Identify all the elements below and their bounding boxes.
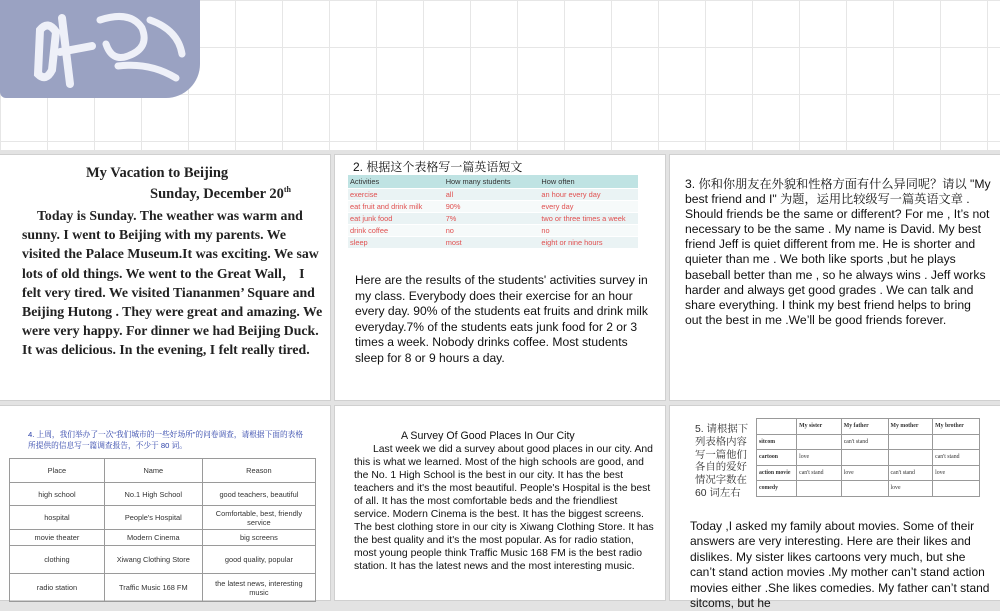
table-cell: big screens	[202, 530, 315, 546]
table-row	[757, 434, 980, 450]
table-cell: Xiwang Clothing Store	[104, 546, 202, 574]
table-row	[10, 574, 316, 602]
activities-table	[348, 175, 638, 248]
table-cell	[888, 434, 933, 450]
diary-date	[150, 185, 291, 203]
table-cell: good quality, popular	[202, 546, 315, 574]
table-header: How often	[539, 175, 638, 189]
table-cell: movie theater	[10, 530, 105, 546]
table-row	[348, 213, 638, 225]
table-cell: hospital	[10, 506, 105, 530]
table-cell: good teachers, beautiful	[202, 483, 315, 506]
task-heading: 2. 根据这个表格写一篇英语短文	[353, 160, 523, 174]
slide-family-movies[interactable]	[670, 406, 1000, 611]
table-cell: drink coffee	[348, 225, 444, 237]
best-friend-essay: 3. 你和你朋友在外貌和性格方面有什么异同呢？请以 "My best friend and I" 为题，运用比较级写一篇英语文章 . Should friends be the same or different? For me , It’s not necessary to be the same . My name is David. My best friend Jeff is quiet different from me. He is shorter and quieter than me . We both like sports ,but he plays baseball better than me , so he always wins . Jeff works harder and always get good grades . We can talk and share everything. I think my best friend helps to bring out the best in me .We’ll be good friends forever.	[685, 177, 991, 327]
table-cell: No.1 High School	[104, 483, 202, 506]
table-cell: love	[888, 481, 933, 497]
survey-paragraph: Here are the results of the students' activities survey in my class. Everybody does their exercise for an hour every day. 90% of the students eat fruits and drink milk everyday.7% of the students eats junk food for 2 or 3 times a week. Nobody drinks coffee. Most students sleep for 8 or 9 hours a day.	[355, 273, 648, 365]
table-row	[348, 225, 638, 237]
table-cell: an hour every day	[539, 189, 638, 201]
table-cell: radio station	[10, 574, 105, 602]
table-cell: every day	[539, 201, 638, 213]
table-cell: can't stand	[933, 450, 980, 466]
table-cell: cartoon	[757, 450, 797, 466]
table-header: My mother	[888, 419, 933, 435]
table-cell: can't stand	[888, 465, 933, 481]
table-row	[348, 237, 638, 249]
diary-body: Today is Sunday. The weather was warm and sunny. I went to Beijing with my parents. We visited the Palace Museum.It was exciting. We saw lots of old things. We went to the Great Wall， I felt very tired. We visited Tiananmen’ Square and Beijing Hutong . They were great and amazing. We were very happy. For dinner we had Beijing Duck. It was delicious. In the evening, I felt really tired.	[22, 208, 323, 358]
table-header: My sister	[797, 419, 842, 435]
table-header: My brother	[933, 419, 980, 435]
diary-date-suffix: th	[283, 185, 291, 194]
table-cell: the latest news, interesting music	[202, 574, 315, 602]
table-row	[757, 481, 980, 497]
table-cell: eight or nine hours	[539, 237, 638, 249]
logo-seal	[0, 0, 200, 98]
table-cell	[933, 481, 980, 497]
table-header	[757, 419, 797, 435]
table-cell: most	[444, 237, 540, 249]
table-cell	[841, 481, 888, 497]
movies-table	[756, 418, 980, 497]
slide-best-friend[interactable]	[670, 155, 1000, 400]
table-cell: clothing	[10, 546, 105, 574]
diary-title: My Vacation to Beijing	[86, 165, 229, 181]
table-header: Name	[104, 459, 202, 483]
task-heading: 4. 上周，我们举办了一次“我们城市的一些好场所”的问卷调查，请根据下面的表格所提供的信息写一篇调查报告，不少于 80 词。	[28, 430, 304, 450]
table-row	[348, 201, 638, 213]
slide-vacation-diary[interactable]	[0, 155, 330, 400]
table-cell	[933, 434, 980, 450]
table-cell: 90%	[444, 201, 540, 213]
table-row	[348, 189, 638, 201]
table-row	[757, 465, 980, 481]
table-header: Reason	[202, 459, 315, 483]
table-header: Activities	[348, 175, 444, 189]
table-cell: love	[797, 450, 842, 466]
table-cell: high school	[10, 483, 105, 506]
table-cell	[888, 450, 933, 466]
table-row	[10, 546, 316, 574]
task-heading: 5. 请根据下列表格内容写一篇他们各自的爱好情况字数在 60 词左右	[695, 424, 749, 499]
table-cell: People's Hospital	[104, 506, 202, 530]
table-cell: no	[539, 225, 638, 237]
table-cell: sitcom	[757, 434, 797, 450]
table-cell: action movie	[757, 465, 797, 481]
table-cell: can't stand	[841, 434, 888, 450]
table-cell: all	[444, 189, 540, 201]
report-title: A Survey Of Good Places In Our City	[401, 430, 575, 442]
table-cell: exercise	[348, 189, 444, 201]
table-cell: can't stand	[797, 465, 842, 481]
slide-good-places-task[interactable]	[0, 406, 330, 600]
table-cell: Traffic Music 168 FM	[104, 574, 202, 602]
table-cell: love	[841, 465, 888, 481]
places-table	[9, 458, 316, 602]
diary-date-text: Sunday, December 20	[150, 185, 284, 202]
table-cell	[841, 450, 888, 466]
table-header: Place	[10, 459, 105, 483]
table-cell: two or three times a week	[539, 213, 638, 225]
table-cell: Comfortable, best, friendly service	[202, 506, 315, 530]
table-cell: sleep	[348, 237, 444, 249]
table-cell: love	[933, 465, 980, 481]
table-header: My father	[841, 419, 888, 435]
slide-good-places-report[interactable]	[335, 406, 665, 600]
table-cell: Modern Cinema	[104, 530, 202, 546]
table-cell: eat fruit and drink milk	[348, 201, 444, 213]
slide-activities-survey[interactable]	[335, 155, 665, 400]
table-cell	[797, 481, 842, 497]
table-cell: 7%	[444, 213, 540, 225]
table-row	[10, 483, 316, 506]
table-cell	[797, 434, 842, 450]
table-row	[10, 530, 316, 546]
table-cell: comedy	[757, 481, 797, 497]
table-row	[10, 506, 316, 530]
table-header: How many students	[444, 175, 540, 189]
movies-body: Today ,I asked my family about movies. Some of their answers are very interesting. Here are their likes and dislikes. My sister likes cartoons very much, but she can’t stand action movies .My mother can’t stand action movies either .She likes comedies. My father can’t stand sitcoms, but he	[690, 519, 990, 611]
table-row	[757, 450, 980, 466]
table-cell: eat junk food	[348, 213, 444, 225]
table-cell: no	[444, 225, 540, 237]
report-body: Last week we did a survey about good places in our city. And this is what we learned. Most of the high schools are good, and the No. 1 High School is the best in our city. It has the best teachers and it's the most beautiful. People's Hospital is the best of all. It has the most comfortable beds and the friendliest service. Modern Cinema is the best. It has the biggest screens. The best clothing store in our city is Xiwang Clothing Store. It has the best quality and it's the most popular. As for radio station, most young people think Traffic Music 168 FM is the best radio station. It has the latest news and the most interesting music.	[354, 444, 654, 572]
